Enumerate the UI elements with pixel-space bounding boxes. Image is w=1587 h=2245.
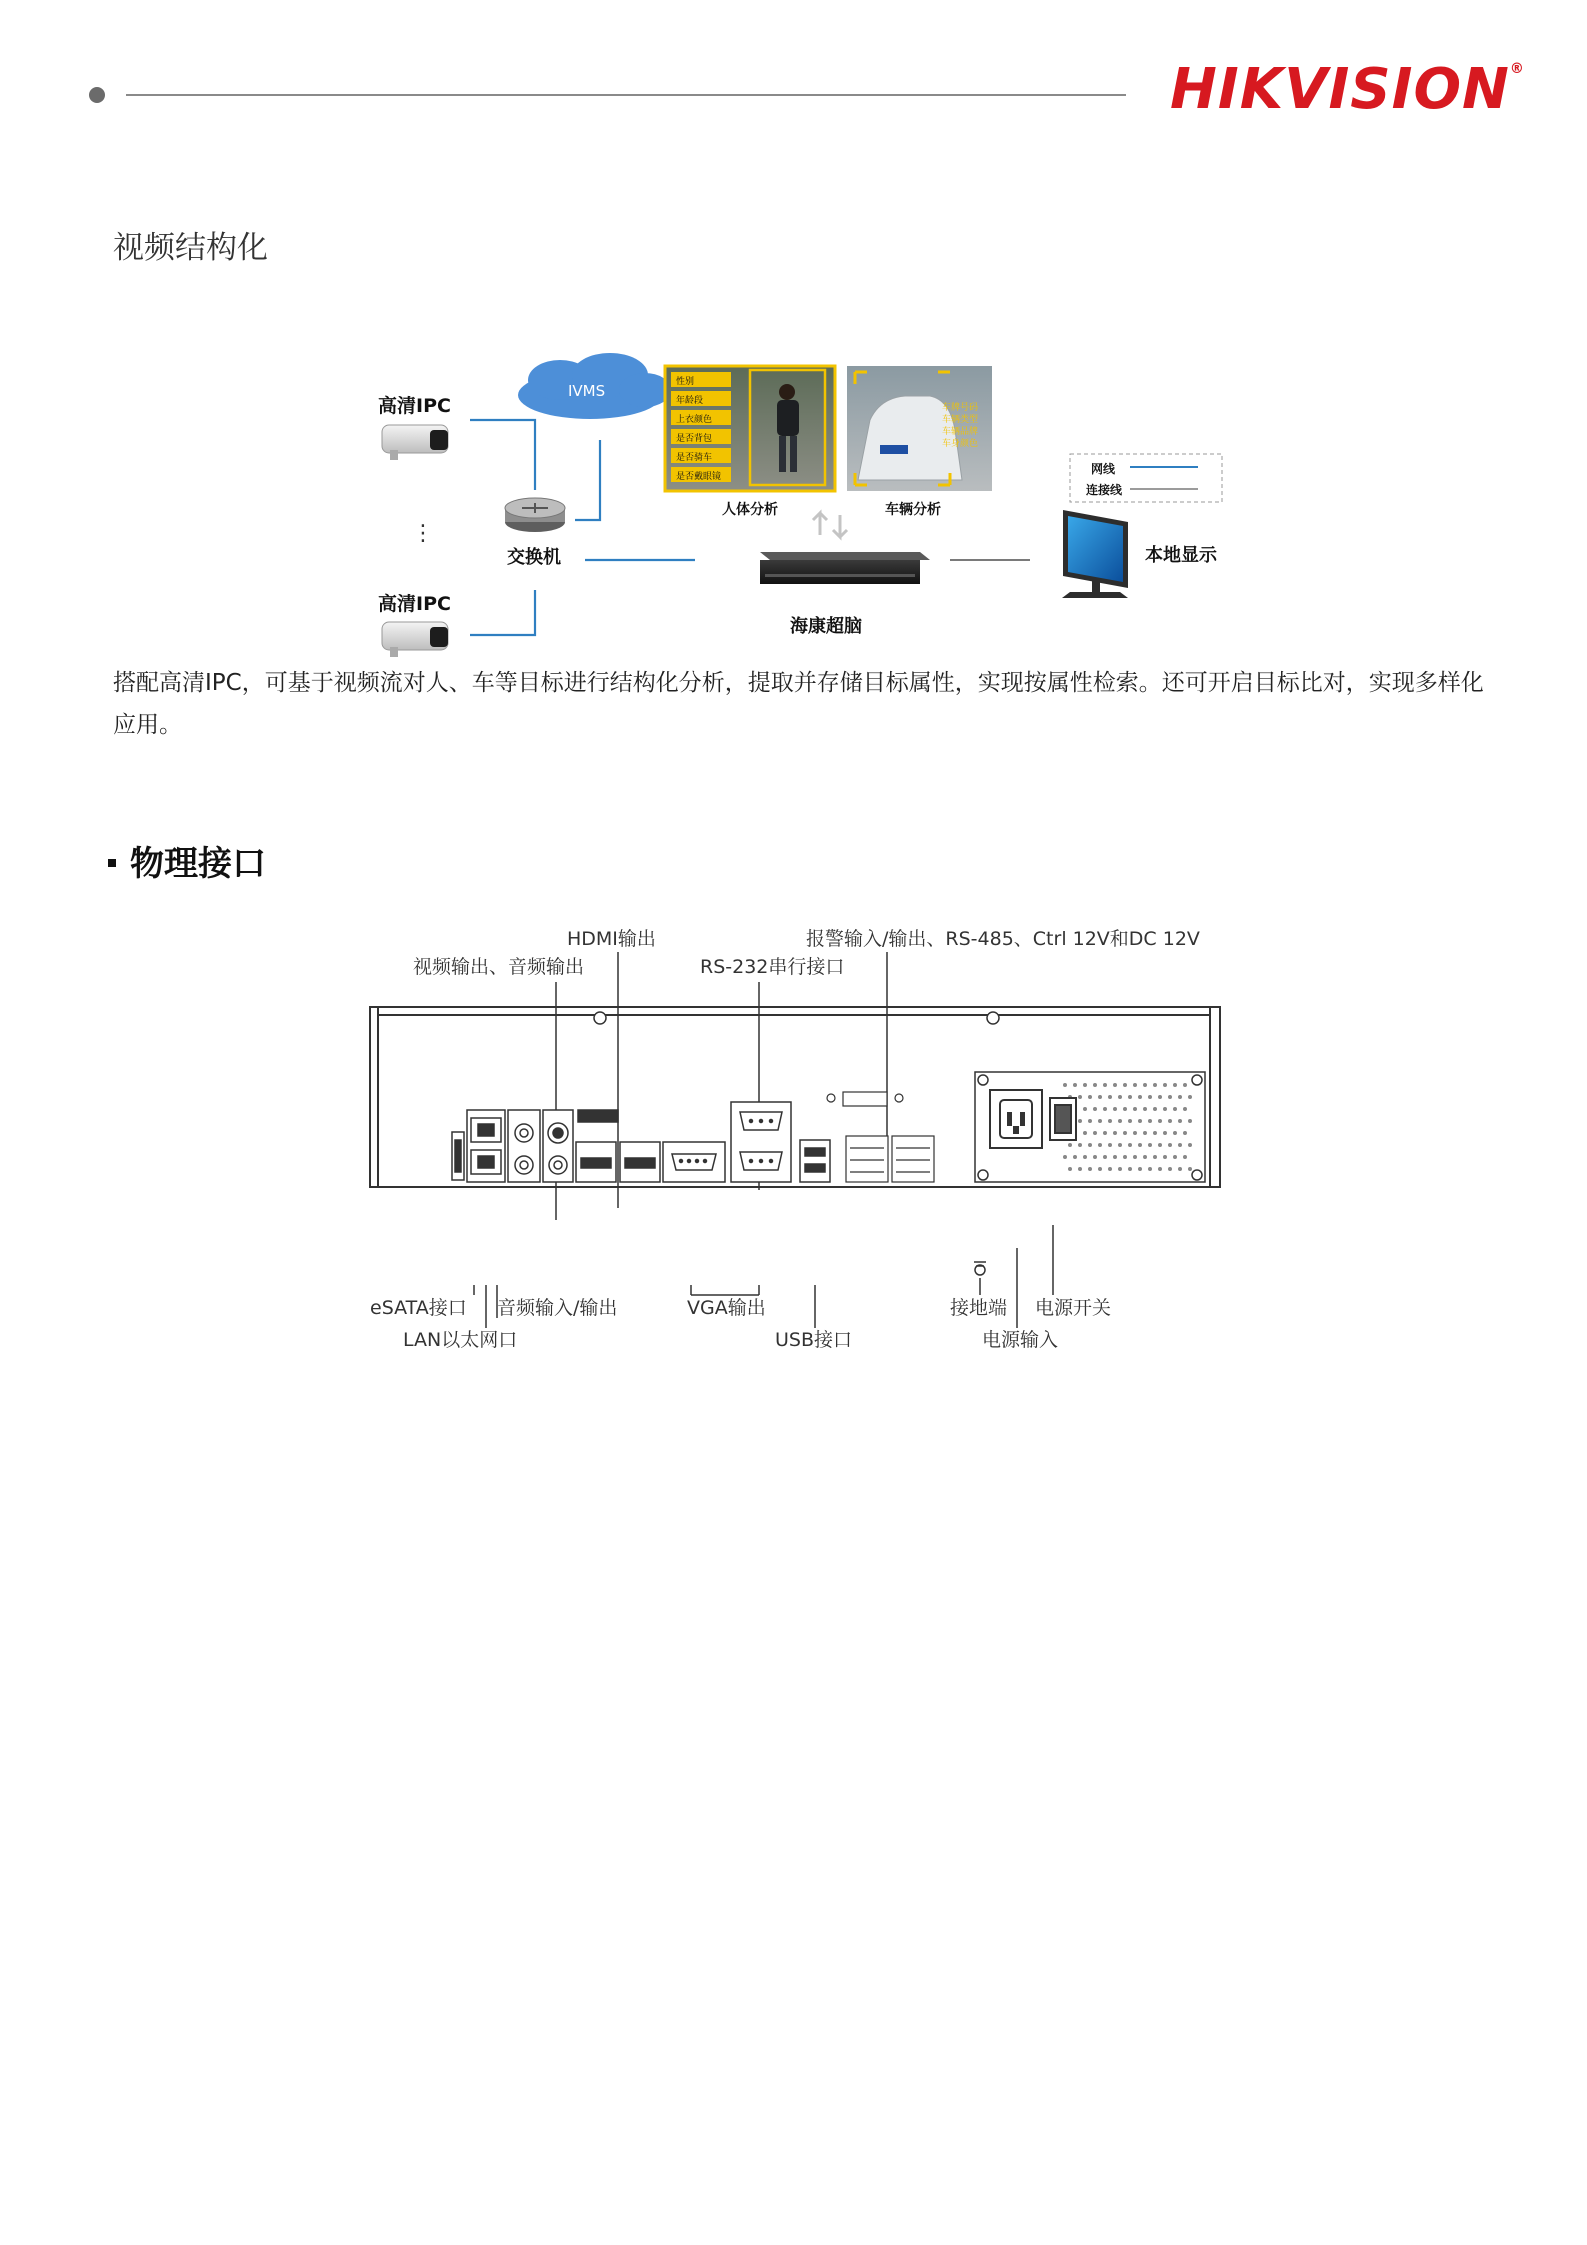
structuring-description: 搭配高清IPC，可基于视频流对人、车等目标进行结构化分析，提取并存储目标属性，实现按属性检索。还可开启目标比对，实现多样化应用。 xyxy=(113,670,1484,738)
bullet-icon xyxy=(108,859,116,867)
usb-port-icon xyxy=(800,1140,830,1182)
switch-label: 交换机 xyxy=(507,547,561,568)
chassis-screw-icon xyxy=(594,1012,999,1024)
ground-terminal-icon xyxy=(974,1262,986,1275)
person-tag: 年龄段 xyxy=(676,396,704,406)
person-tag: 是否戴眼镜 xyxy=(676,472,722,482)
power-switch-icon xyxy=(1050,1098,1076,1140)
structuring-diagram xyxy=(0,0,1587,660)
label-power-switch: 电源开关 xyxy=(1035,1297,1112,1319)
legend-label-1: 网线 xyxy=(1091,462,1116,476)
vehicle-tag: 车辆品牌 xyxy=(942,427,979,437)
nvr-device-icon xyxy=(760,552,930,584)
label-video-audio-out: 视频输出、音频输出 xyxy=(413,956,585,978)
sync-arrows-icon xyxy=(813,513,847,537)
label-audio-io: 音频输入/输出 xyxy=(497,1297,618,1319)
switch-icon xyxy=(505,498,565,532)
ipc-camera-top-icon xyxy=(382,425,448,460)
vehicle-tag: 车牌号码 xyxy=(942,403,979,413)
person-analysis-caption: 人体分析 xyxy=(722,502,778,518)
person-tag: 上衣颜色 xyxy=(676,415,713,425)
legend-label-2: 连接线 xyxy=(1086,483,1123,497)
vehicle-tag: 车辆类型 xyxy=(942,415,979,425)
alarm-terminal-icon xyxy=(827,1092,934,1182)
label-ground: 接地端 xyxy=(950,1297,1008,1319)
rs232-port-icon xyxy=(731,1102,791,1182)
vehicle-tag: 车身颜色 xyxy=(942,439,979,449)
ipc-bottom-label: 高清IPC xyxy=(378,593,451,615)
vga-port-icon xyxy=(663,1142,725,1182)
device-label: 海康超脑 xyxy=(790,616,862,637)
ipc-top-label: 高清IPC xyxy=(378,395,451,417)
label-usb: USB接口 xyxy=(775,1329,853,1351)
label-power-in: 电源输入 xyxy=(982,1329,1059,1351)
label-esata: eSATA接口 xyxy=(370,1297,467,1319)
lan-port-icon xyxy=(467,1110,505,1182)
ipc-camera-bottom-icon xyxy=(382,622,448,657)
label-lan: LAN以太网口 xyxy=(403,1329,518,1351)
label-hdmi-out: HDMI输出 xyxy=(567,928,656,950)
label-vga: VGA输出 xyxy=(687,1297,766,1319)
display-label: 本地显示 xyxy=(1145,545,1217,566)
vehicle-analysis-caption: 车辆分析 xyxy=(885,502,941,518)
vehicle-analysis-image xyxy=(847,366,992,491)
person-tag: 性别 xyxy=(676,377,695,387)
section-title-interfaces: 物理接口 xyxy=(108,836,266,885)
brand-logo: HIKVISION® xyxy=(1170,57,1525,122)
label-alarm: 报警输入/输出、RS-485、Ctrl 12V和DC 12V xyxy=(806,928,1200,950)
monitor-icon xyxy=(1062,510,1128,598)
power-inlet-icon xyxy=(990,1090,1042,1148)
label-rs232: RS-232串行接口 xyxy=(700,956,845,978)
rear-panel-diagram xyxy=(0,900,1587,1380)
person-tag: 是否骑车 xyxy=(676,453,713,463)
cloud-label: IVMS xyxy=(568,382,606,400)
person-tag: 是否背包 xyxy=(676,434,713,444)
section-title-structuring: 视频结构化 xyxy=(113,230,268,266)
ellipsis-mark: ⋮ xyxy=(412,521,434,546)
audio-port-icon xyxy=(508,1110,573,1182)
esata-port-icon xyxy=(452,1132,464,1180)
